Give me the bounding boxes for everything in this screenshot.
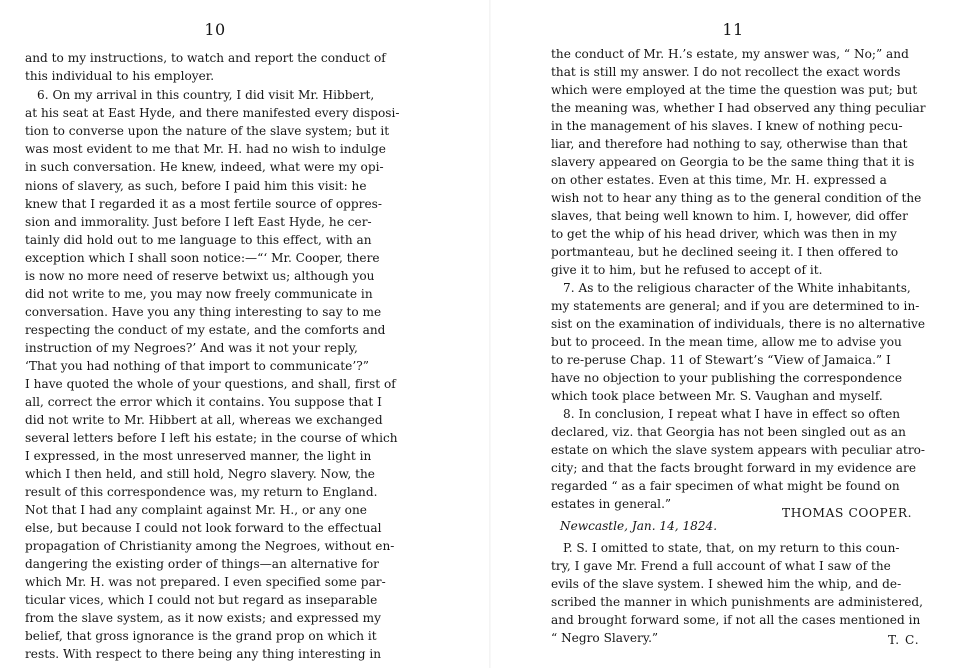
text-line: estate on which the slave system appears with peculiar atro-: [551, 443, 926, 457]
text-line: wish not to hear any thing as to the general condition of the: [551, 191, 922, 205]
text-line: sion and immorality. Just before I left East Hyde, he cer-: [25, 215, 372, 229]
text-line: did not write to Mr. Hibbert at all, whereas we exchanged: [25, 413, 383, 427]
text-line: from the slave system, as it now exists; and expressed my: [25, 611, 382, 625]
text-line: else, but because I could not look forward to the effectual: [25, 521, 382, 535]
text-line: estates in general.”: [551, 497, 672, 511]
text-line: slaves, that being well known to him. I, however, did offer: [551, 209, 908, 223]
text-line: Not that I had any complaint against Mr. H., or any one: [25, 503, 367, 517]
text-line: the meaning was, whether I had observed any thing peculiar: [551, 101, 926, 115]
postscript-line: P. S. I omitted to state, that, on my return to this coun-: [563, 541, 900, 555]
signature: THOMAS COOPER.: [782, 506, 913, 520]
text-line: slavery appeared on Georgia to be the same thing that it is: [551, 155, 915, 169]
text-line: ticular vices, which I could not but regard as inseparable: [25, 593, 378, 607]
text-line: which took place between Mr. S. Vaughan and myself.: [551, 389, 883, 403]
text-line: my statements are general; and if you are determined to in-: [551, 299, 920, 313]
text-line: nions of slavery, as such, before I paid him this visit: he: [25, 179, 367, 193]
text-line: which I then held, and still hold, Negro slavery. Now, the: [25, 467, 375, 481]
text-line: instruction of my Negroes?’ And was it not your reply,: [25, 341, 358, 355]
text-line: in the management of his slaves. I knew of nothing pecu-: [551, 119, 903, 133]
text-line: this individual to his employer.: [25, 69, 215, 83]
text-line: I expressed, in the most unreserved manner, the light in: [25, 449, 372, 463]
postscript-line: evils of the slave system. I shewed him the whip, and de-: [551, 577, 902, 591]
text-line: is now no more need of reserve betwixt us; although you: [25, 269, 375, 283]
text-line: city; and that the facts brought forward in my evidence are: [551, 461, 917, 475]
text-line: rests. With respect to there being any thing interesting in: [25, 647, 382, 661]
text-line: but to proceed. In the mean time, allow me to advise you: [551, 335, 902, 349]
text-line: knew that I regarded it as a most fertile source of oppres-: [25, 197, 382, 211]
text-line: 6. On my arrival in this country, I did visit Mr. Hibbert,: [37, 88, 375, 102]
text-line: tion to converse upon the nature of the slave system; but it: [25, 124, 390, 138]
postscript-line: try, I gave Mr. Frend a full account of what I saw of the: [551, 559, 891, 573]
text-line: did not write to me, you may now freely communicate in: [25, 287, 373, 301]
text-line: and to my instructions, to watch and report the conduct of: [25, 51, 386, 65]
text-line: respecting the conduct of my estate, and the comforts and: [25, 323, 386, 337]
text-line: to get the whip of his head driver, which was then in my: [551, 227, 897, 241]
text-line: 7. As to the religious character of the White inhabitants,: [563, 281, 911, 295]
text-line: several letters before I left his estate; in the course of which: [25, 431, 398, 445]
text-line: sist on the examination of individuals, there is no alternative: [551, 317, 926, 331]
text-line: ‘That you had nothing of that import to communicate’?”: [25, 359, 369, 373]
postscript-line: scribed the manner in which punishments are administered,: [551, 595, 924, 609]
text-line: belief, that gross ignorance is the grand prop on which it: [25, 629, 377, 643]
text-line: was most evident to me that Mr. H. had no wish to indulge: [25, 142, 386, 156]
text-line: dangering the existing order of things—an alternative for: [25, 557, 379, 571]
text-line: exception which I shall soon notice:—“‘ Mr. Cooper, there: [25, 251, 380, 265]
text-line: which were employed at the time the question was put; but: [551, 83, 918, 97]
text-line: in such conversation. He knew, indeed, what were my opi-: [25, 160, 384, 174]
text-line: liar, and therefore had nothing to say, otherwise than that: [551, 137, 908, 151]
text-line: give it to him, but he refused to accept of it.: [551, 263, 823, 277]
text-line: 8. In conclusion, I repeat what I have in effect so often: [563, 407, 901, 421]
text-line: declared, viz. that Georgia has not been singled out as an: [551, 425, 906, 439]
text-line: all, correct the error which it contains. You suppose that I: [25, 395, 382, 409]
text-line: propagation of Christianity among the Negroes, without en-: [25, 539, 395, 553]
text-line: I have quoted the whole of your questions, and shall, first of: [25, 377, 396, 391]
text-line: conversation. Have you any thing interesting to say to me: [25, 305, 382, 319]
text-line: which Mr. H. was not prepared. I even specified some par-: [25, 575, 386, 589]
text-line: result of this correspondence was, my return to England.: [25, 485, 378, 499]
page-number-left: 10: [204, 20, 226, 39]
text-line: have no objection to your publishing the correspondence: [551, 371, 903, 385]
text-line: that is still my answer. I do not recollect the exact words: [551, 65, 901, 79]
dateline: Newcastle, Jan. 14, 1824.: [560, 519, 718, 533]
text-line: to re-peruse Chap. 11 of Stewart’s “View of Jamaica.” I: [551, 353, 891, 367]
text-line: at his seat at East Hyde, and there manifested every disposi-: [25, 106, 400, 120]
postscript-line: “ Negro Slavery.”: [551, 631, 659, 645]
text-line: on other estates. Even at this time, Mr. H. expressed a: [551, 173, 887, 187]
postscript-line: and brought forward some, if not all the cases mentioned in: [551, 613, 921, 627]
text-line: regarded “ as a fair specimen of what might be found on: [551, 479, 900, 493]
text-line: tainly did hold out to me language to this effect, with an: [25, 233, 372, 247]
page-number-right: 11: [722, 20, 744, 39]
text-line: the conduct of Mr. H.’s estate, my answer was, “ No;” and: [551, 47, 909, 61]
postscript-initials: T. C.: [888, 633, 920, 647]
text-line: portmanteau, but he declined seeing it. I then offered to: [551, 245, 899, 259]
right-page: [490, 0, 980, 668]
